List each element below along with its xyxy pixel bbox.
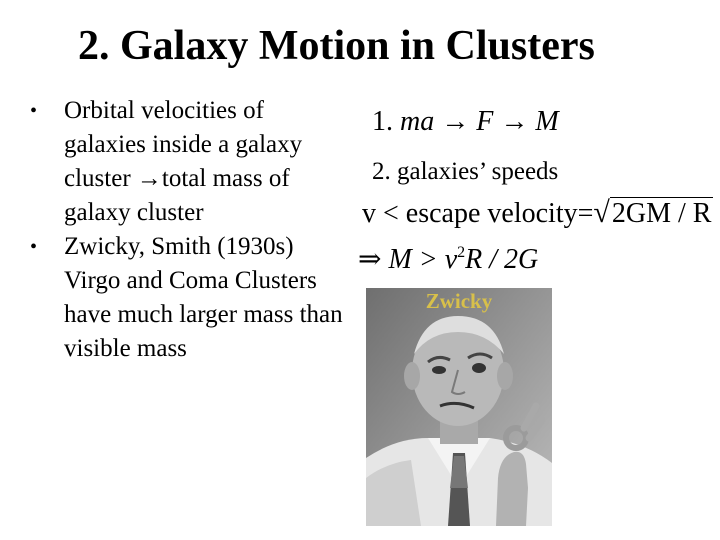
bullet-item [30,230,350,366]
bullet-text: Zwicky, Smith (1930s) Virgo and Coma Clusters have much larger mass than visible mass [64,233,343,362]
equation-3-lhs: v < escape velocity= [362,198,594,229]
equation-1 [372,106,559,138]
zwicky-photo [366,288,552,526]
photo-label: Zwicky [425,289,493,313]
bullet-list [30,94,350,366]
equation-3-radicand: 2GM / R [611,198,712,229]
slide-title: 2. Galaxy Motion in Clusters [78,23,595,69]
equation-3 [362,196,713,230]
square-root-sign [593,196,713,230]
equation-1-number: 1. [372,106,393,137]
equation-4-rest: R / 2G [465,244,539,275]
bullet-text: Orbital velocities of galaxies inside a galaxy cluster →total mass of galaxy cluster [64,97,303,226]
portrait-illustration [366,288,552,526]
bullet-item [30,94,350,230]
equation-2: 2. galaxies’ speeds [372,158,559,185]
bullet-dot-icon: • [30,236,38,258]
bullet-dot-icon: • [30,100,38,122]
radical-icon: √ [593,196,610,229]
equation-4 [358,242,538,276]
equation-4-exponent: 2 [457,244,466,261]
implies-icon: ⇒ [358,244,382,275]
equation-1-text: ma → F → M [400,106,559,137]
equation-4-mass: M > v [388,244,458,275]
